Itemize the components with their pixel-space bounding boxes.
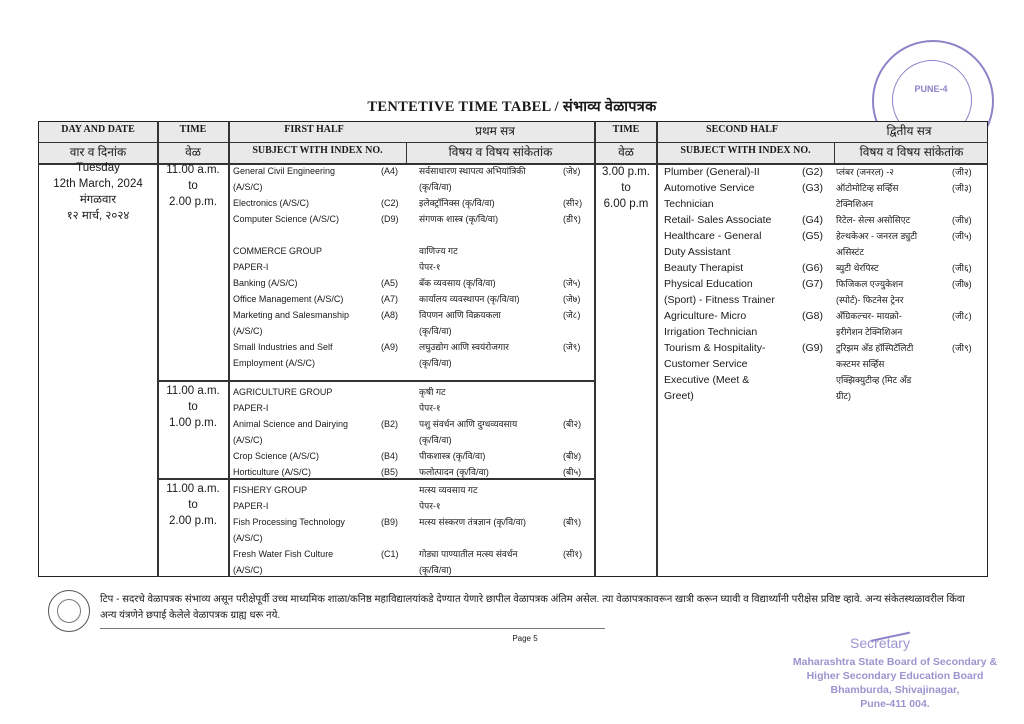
subject-code: (B4)	[381, 451, 399, 461]
subject-name-mr: पेपर-१	[419, 501, 441, 511]
subject-name: General Civil Engineering	[233, 166, 336, 176]
subject-name: PAPER-I	[233, 403, 269, 413]
subject-code: (G4)	[802, 214, 823, 226]
subject-row	[664, 244, 986, 260]
second-half-block	[664, 164, 986, 404]
time-to: to	[188, 401, 198, 413]
subject-code-mr: (सी१)	[563, 549, 583, 559]
subject-row	[664, 196, 986, 212]
page-number: Page 5	[512, 634, 538, 643]
subject-code-mr: (जी६)	[952, 263, 972, 273]
subject-row	[664, 228, 986, 244]
header-subject-index: SUBJECT WITH INDEX NO.	[252, 145, 383, 156]
signature-addr-line2: Pune-411 004.	[860, 698, 930, 710]
subject-code-mr: (बी९)	[563, 517, 582, 527]
subject-code-mr: (जी३)	[952, 183, 972, 193]
date-mr: १२ मार्च, २०२४	[66, 210, 130, 222]
subject-code: (G7)	[802, 278, 823, 290]
subject-row	[233, 275, 588, 291]
subject-name-mr: ब्युटी थेरपिस्ट	[836, 263, 879, 273]
subject-row	[233, 163, 588, 179]
header-first-half: FIRST HALF	[284, 124, 344, 135]
subject-name-mr: कार्यालय व्यवस्थापन (कृ/वि/वा)	[419, 294, 520, 304]
subject-name-mr: ग्रीट)	[836, 391, 851, 401]
subject-name-mr: फिजिकल एज्युकेशन	[836, 279, 904, 289]
subject-row	[233, 323, 588, 339]
subject-name-mr: ऑटोमोटिव्ह सर्व्हिस	[836, 183, 899, 193]
subject-code-mr: (जी५)	[952, 231, 972, 241]
subject-row	[233, 400, 588, 416]
subject-code-mr: (डी९)	[563, 214, 581, 224]
subject-code-mr: (जी९)	[952, 343, 972, 353]
subject-name: Fish Processing Technology	[233, 517, 345, 527]
subject-code-mr: (बी४)	[563, 451, 582, 461]
first-half-block-2	[233, 384, 588, 480]
subject-name: Horticulture (A/S/C)	[233, 467, 312, 477]
time-cell-2	[157, 383, 229, 431]
subject-name: Customer Service	[664, 358, 748, 370]
subject-code: (A8)	[381, 310, 399, 320]
subject-name: Fresh Water Fish Culture	[233, 549, 334, 559]
subject-name: Plumber (General)-II	[664, 166, 760, 178]
subject-row	[233, 259, 588, 275]
subject-row	[233, 384, 588, 400]
subject-code-mr: (जे७)	[563, 294, 581, 304]
subject-row	[664, 308, 986, 324]
subject-name: Crop Science (A/S/C)	[233, 451, 320, 461]
signature-org-line2: Higher Secondary Education Board	[806, 670, 984, 682]
subject-code: (G6)	[802, 262, 823, 274]
subject-name-mr: फलोत्पादन (कृ/वि/वा)	[419, 467, 489, 477]
subject-row	[664, 276, 986, 292]
subject-name: Technician	[664, 198, 714, 210]
subject-name: Computer Science (A/S/C)	[233, 214, 340, 224]
subject-name-mr: (कृ/वि/वा)	[419, 435, 452, 445]
time-cell-second-half	[595, 164, 657, 212]
subject-name: Irrigation Technician	[664, 326, 758, 338]
subject-code: (A9)	[381, 342, 399, 352]
subject-code: (G8)	[802, 310, 823, 322]
subject-name: PAPER-I	[233, 262, 269, 272]
subject-name: Employment (A/S/C)	[233, 358, 316, 368]
subject-row	[233, 416, 588, 432]
footer-note: टिप - सदरचे वेळापत्रक संभाव्य असून परीक्षेपूर्वी उच्च माध्यमिक शाळा/कनिष्ठ महाविद्यालयांकडे देण्यात येणारे छापील वेळापत्रक अंतिम असेल. त्या वेळापत्रकावरून खात्री करून घ्यावी व विद्यार्थ्यांनी परीक्षेस प्रविष्ट व्हावे. अन्य संकेतस्थळावरील किंवा अन्य यंत्रणेने छपाई केलेले वेळापत्रक ग्राह्य धरू नये.	[100, 594, 965, 621]
subject-code-mr: (जे४)	[563, 166, 581, 176]
subject-code: (G2)	[802, 166, 823, 178]
subject-name: COMMERCE GROUP	[233, 246, 323, 256]
subject-name: Animal Science and Dairying	[233, 419, 349, 429]
subject-name: Automotive Service	[664, 182, 755, 194]
day-name-mr: मंगळवार	[79, 194, 117, 206]
subject-name: Marketing and Salesmanship	[233, 310, 350, 320]
subject-name-mr: टुरिझम अँड हॉस्पिटॅलिटी	[836, 343, 914, 353]
subject-row	[233, 562, 588, 578]
subject-code: (G9)	[802, 342, 823, 354]
subject-row	[664, 180, 986, 196]
subject-row	[233, 514, 588, 530]
subject-name-mr: प्लंबर (जनरल) -२	[836, 167, 894, 177]
subject-row	[233, 227, 588, 243]
subject-name: AGRICULTURE GROUP	[233, 387, 333, 397]
header-second-half-mr: द्वितीय सत्र	[886, 124, 932, 138]
subject-row	[233, 339, 588, 355]
subject-row	[233, 243, 588, 259]
subject-name-mr: पीकशास्त्र (कृ/वि/वा)	[419, 451, 486, 461]
subject-code: (B5)	[381, 467, 399, 477]
subject-name-mr: रिटेल- सेल्स असोसिएट	[836, 215, 911, 225]
subject-code: (B9)	[381, 517, 399, 527]
subject-name-mr: एक्झिक्युटीव्ह (मिट अँड	[836, 375, 912, 385]
subject-name: Physical Education	[664, 278, 753, 290]
subject-name-mr: अँग्रिकल्चर- मायक्रो-	[836, 311, 902, 321]
subject-row	[233, 482, 588, 498]
subject-row	[233, 432, 588, 448]
header-time-2: TIME	[612, 124, 640, 135]
subject-row	[233, 307, 588, 323]
subject-name: Office Management (A/S/C)	[233, 294, 344, 304]
subject-name: Executive (Meet &	[664, 374, 750, 386]
subject-name-mr: विपणन आणि विक्रयकला	[419, 310, 501, 320]
subject-name: FISHERY GROUP	[233, 485, 308, 495]
subject-name-mr: (कृ/वि/वा)	[419, 182, 452, 192]
subject-code: (A5)	[381, 278, 399, 288]
board-emblem-inner	[57, 599, 81, 623]
subject-name: Duty Assistant	[664, 246, 731, 258]
subject-code-mr: (बी२)	[563, 419, 582, 429]
time-end: 1.00 p.m.	[169, 417, 217, 429]
subject-name-mr: टेक्निशिअन	[836, 199, 874, 209]
subject-name: (A/S/C)	[233, 565, 263, 575]
subject-code-mr: (जे९)	[563, 342, 581, 352]
subject-code: (C1)	[381, 549, 399, 559]
subject-name-mr: कृषी गट	[419, 387, 446, 397]
subject-name-mr: असिस्टंट	[836, 247, 864, 257]
subject-row	[233, 546, 588, 562]
subject-code: (C2)	[381, 198, 399, 208]
subject-code-mr: (जे५)	[563, 278, 581, 288]
subject-row	[664, 340, 986, 356]
date-en: 12th March, 2024	[53, 178, 143, 190]
subject-code: (A7)	[381, 294, 399, 304]
page-title: TENTETIVE TIME TABEL / संभाव्य वेळापत्रक	[367, 99, 657, 115]
subject-name-mr: (कृ/वि/वा)	[419, 565, 452, 575]
subject-name-mr: कस्टमर सर्व्हिस	[836, 359, 885, 369]
subject-name: Retail- Sales Associate	[664, 214, 772, 226]
header-day-date: DAY AND DATE	[61, 124, 135, 135]
subject-row	[233, 355, 588, 371]
first-half-block-3	[233, 482, 588, 578]
subject-name-mr: बँक व्यवसाय (कृ/वि/वा)	[419, 278, 496, 288]
time-cell-1	[157, 162, 229, 210]
subject-name-mr: गोड्या पाण्यातील मत्स्य संवर्धन	[419, 549, 518, 559]
header-second-half: SECOND HALF	[706, 124, 778, 135]
subject-name: (A/S/C)	[233, 182, 263, 192]
seal-city: PUNE-4	[914, 84, 948, 94]
header-day-date-mr: वार व दिनांक	[69, 145, 127, 159]
subject-name-mr: सर्वसाधारण स्थापत्य अभियांत्रिकी	[419, 166, 526, 176]
subject-code-mr: (जी४)	[952, 215, 972, 225]
subject-code-mr: (जी८)	[952, 311, 972, 321]
subject-row	[664, 324, 986, 340]
subject-name: Banking (A/S/C)	[233, 278, 298, 288]
time-start: 11.00 a.m.	[166, 164, 220, 176]
subject-row	[233, 530, 588, 546]
subject-row	[664, 388, 986, 404]
subject-code: (G3)	[802, 182, 823, 194]
subject-name: Healthcare - General	[664, 230, 762, 242]
subject-code: (B2)	[381, 419, 399, 429]
header-subject-index-2-mr: विषय व विषय सांकेतांक	[859, 145, 964, 159]
subject-name: (Sport) - Fitness Trainer	[664, 294, 775, 306]
subject-row	[664, 164, 986, 180]
subject-name-mr: मत्स्य व्यवसाय गट	[419, 485, 478, 495]
subject-name-mr: पेपर-१	[419, 262, 441, 272]
first-half-block-1	[233, 163, 588, 371]
subject-name: PAPER-I	[233, 501, 269, 511]
signature-addr-line1: Bhamburda, Shivajinagar,	[830, 684, 960, 696]
header-subject-index-2: SUBJECT WITH INDEX NO.	[680, 145, 811, 156]
header-time: TIME	[179, 124, 207, 135]
subject-code-mr: (सी२)	[563, 198, 583, 208]
subject-name: Electronics (A/S/C)	[233, 198, 310, 208]
subject-name: (A/S/C)	[233, 435, 263, 445]
subject-row	[664, 260, 986, 276]
subject-name: Tourism & Hospitality-	[664, 342, 766, 354]
subject-row	[664, 212, 986, 228]
subject-name: Small Industries and Self	[233, 342, 333, 352]
time-to: to	[621, 182, 631, 194]
subject-code-mr: (जे८)	[563, 310, 581, 320]
header-first-half-mr: प्रथम सत्र	[475, 124, 515, 138]
subject-row	[233, 195, 588, 211]
signature-org	[780, 655, 1010, 711]
subject-name: Greet)	[664, 390, 694, 402]
subject-row	[664, 356, 986, 372]
header-subject-index-mr: विषय व विषय सांकेतांक	[448, 145, 553, 159]
subject-code: (G5)	[802, 230, 823, 242]
date-cell	[38, 160, 158, 224]
subject-row	[233, 448, 588, 464]
time-to: to	[188, 180, 198, 192]
subject-row	[664, 292, 986, 308]
subject-name-mr: (कृ/वि/वा)	[419, 326, 452, 336]
header-time-mr: वेळ	[185, 145, 201, 159]
time-end: 2.00 p.m.	[169, 515, 217, 527]
time-cell-3	[157, 481, 229, 529]
signature-org-line1: Maharashtra State Board of Secondary &	[792, 656, 998, 668]
time-start: 11.00 a.m.	[166, 385, 220, 397]
subject-name-mr: इरीगेशन टेक्निशिअन	[836, 327, 903, 337]
time-end: 2.00 p.m.	[169, 196, 217, 208]
subject-row	[664, 372, 986, 388]
subject-name-mr: हेल्थकेअर - जनरल ड्युटी	[836, 231, 918, 241]
subject-code: (D9)	[381, 214, 399, 224]
subject-row	[233, 464, 588, 480]
subject-name: Agriculture- Micro	[664, 310, 747, 322]
day-name: Tuesday	[76, 162, 120, 174]
subject-row	[233, 498, 588, 514]
subject-code-mr: (बी५)	[563, 467, 582, 477]
subject-name-mr: (स्पोर्ट)- फिटनेस ट्रेनर	[836, 295, 904, 305]
time-start: 11.00 a.m.	[166, 483, 220, 495]
subject-name-mr: (कृ/वि/वा)	[419, 358, 452, 368]
time-end: 6.00 p.m	[603, 198, 649, 210]
subject-name: (A/S/C)	[233, 326, 263, 336]
time-start: 3.00 p.m.	[602, 166, 650, 178]
subject-name: (A/S/C)	[233, 533, 263, 543]
time-to: to	[188, 499, 198, 511]
subject-row	[233, 291, 588, 307]
subject-row	[233, 179, 588, 195]
subject-code-mr: (जी२)	[952, 167, 972, 177]
subject-code: (A4)	[381, 166, 399, 176]
subject-row	[233, 211, 588, 227]
subject-name-mr: पशु संवर्धन आणि दुग्धव्यवसाय	[419, 419, 518, 429]
header-time-2-mr: वेळ	[618, 145, 634, 159]
subject-name-mr: इलेक्ट्रॉनिक्स (कृ/वि/वा)	[419, 198, 495, 208]
subject-name-mr: पेपर-१	[419, 403, 441, 413]
signature-role: Secretary	[850, 635, 910, 651]
subject-name-mr: मत्स्य संस्करण तंत्रज्ञान (कृ/वि/वा)	[419, 517, 526, 527]
subject-name-mr: वाणिज्य गट	[419, 246, 458, 256]
subject-name: Beauty Therapist	[664, 262, 744, 274]
subject-code-mr: (जी७)	[952, 279, 972, 289]
subject-name-mr: लघुउद्योग आणि स्वयंरोजगार	[419, 342, 509, 352]
subject-name-mr: संगणक शास्त्र (कृ/वि/वा)	[419, 214, 499, 224]
